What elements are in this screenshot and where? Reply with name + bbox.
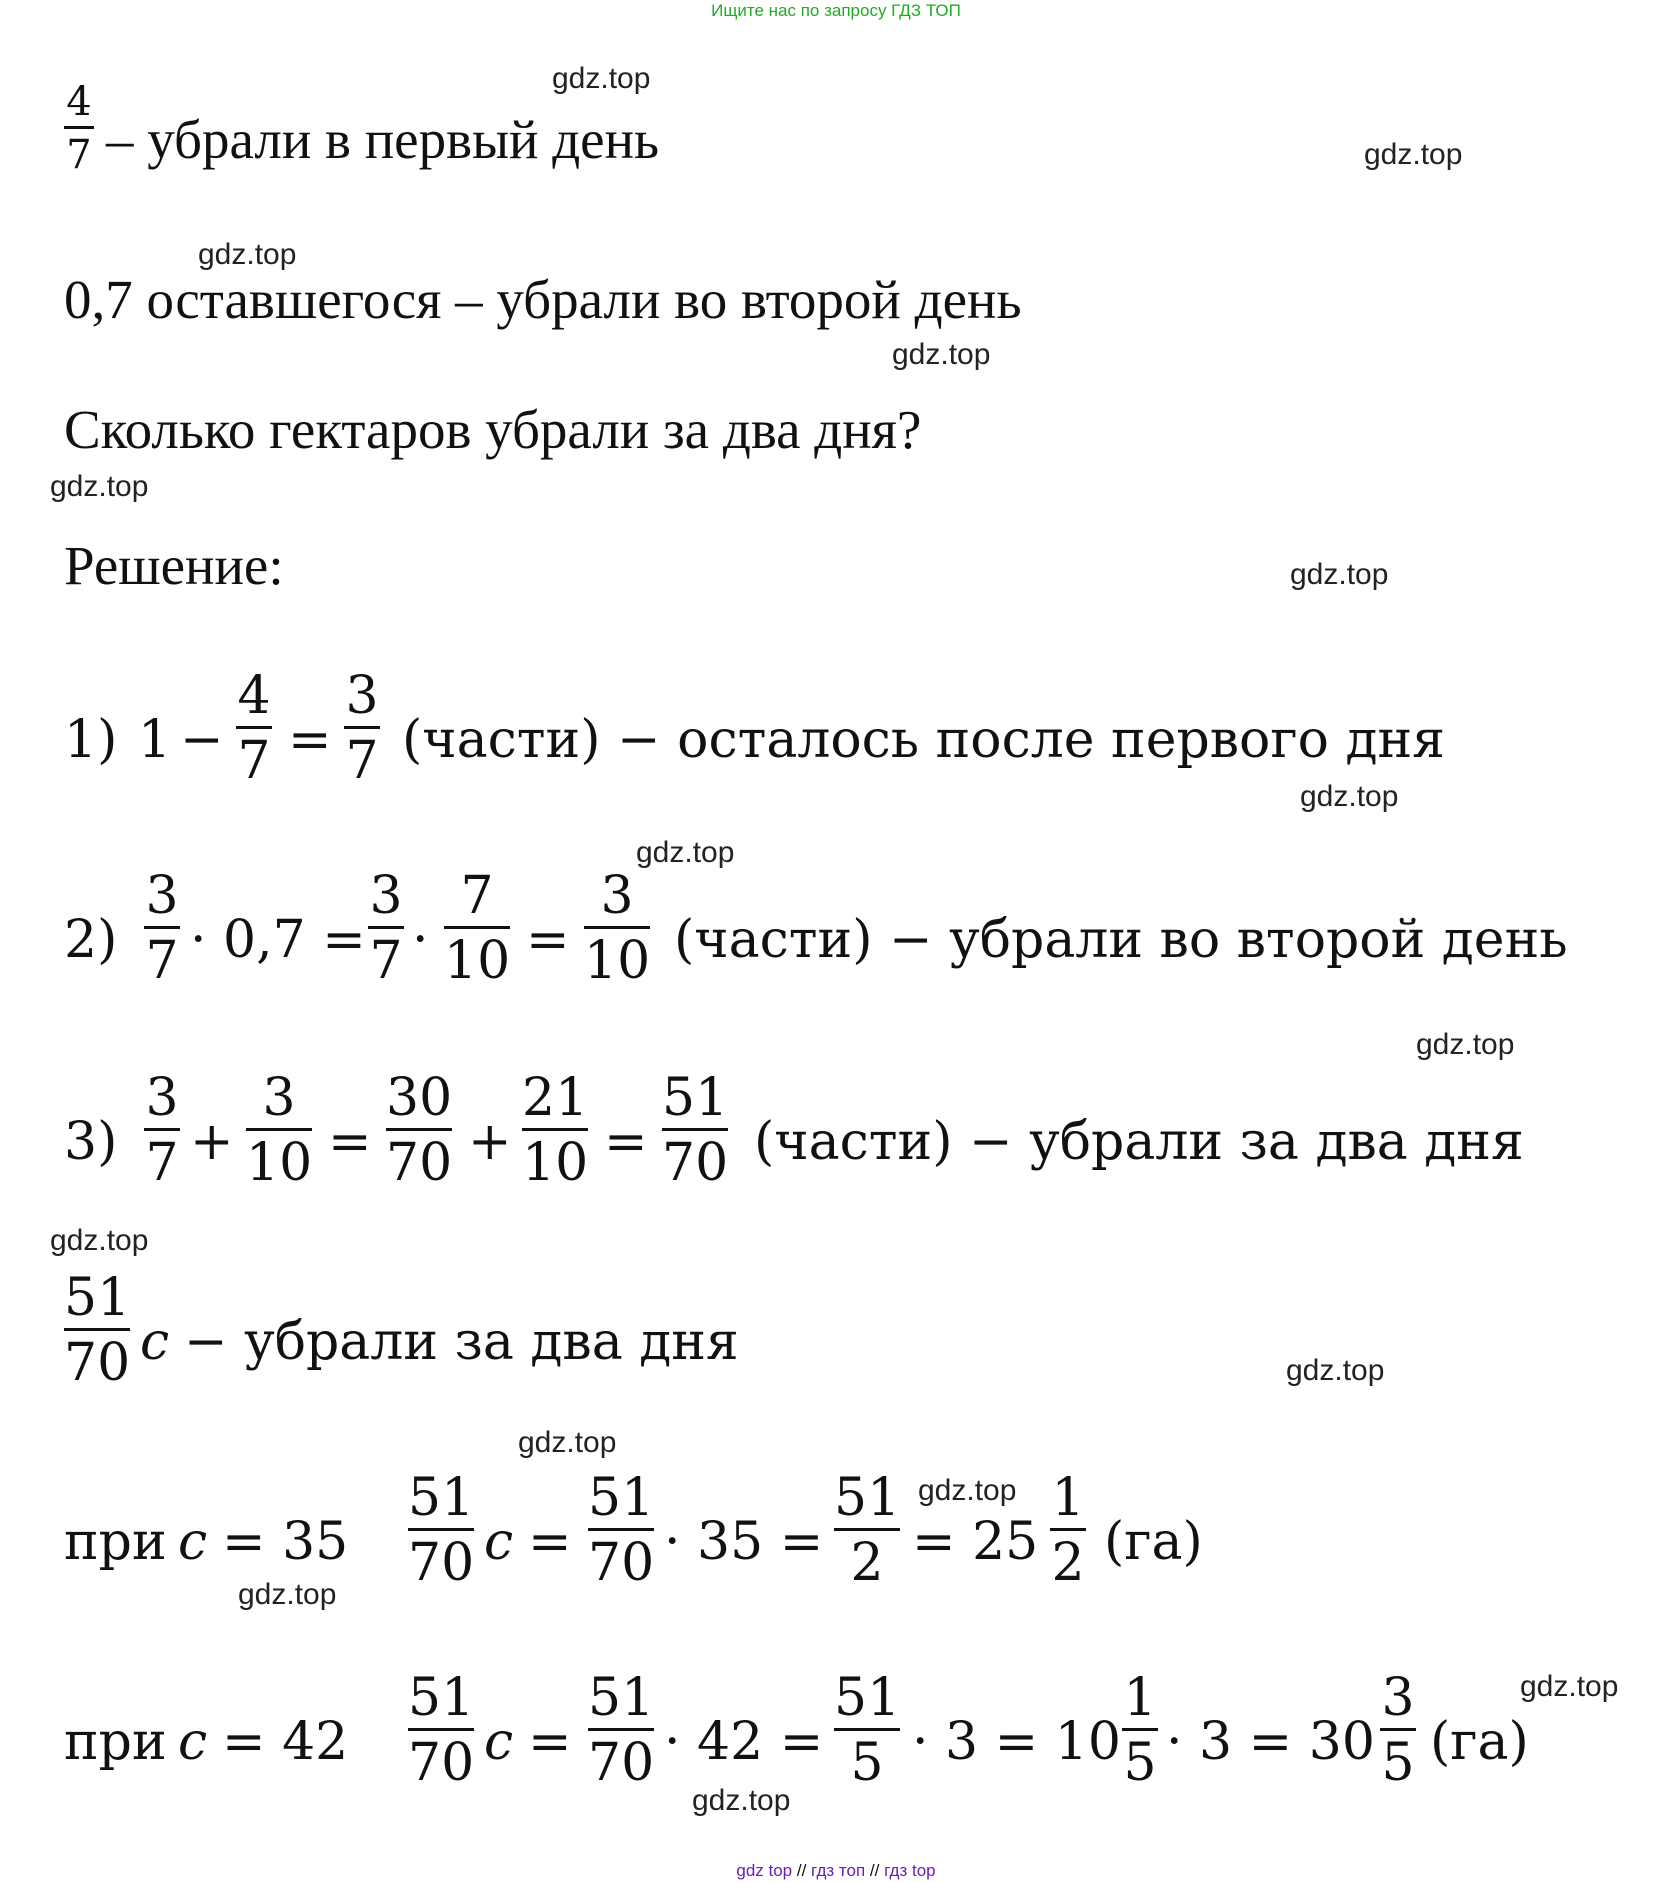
step-1-minus: − — [180, 710, 224, 770]
case-35-fraction-b: 51 70 — [588, 1468, 655, 1593]
watermark: gdz.top — [692, 1784, 791, 1817]
footer-link-2[interactable]: гдз топ — [811, 1861, 866, 1880]
step-1-fraction-a: 4 7 — [237, 666, 271, 791]
case-35-fraction-a: 51 70 — [408, 1468, 475, 1593]
step-1-one: 1 — [138, 710, 172, 770]
case-42-fraction-a: 51 70 — [408, 1668, 475, 1793]
watermark: gdz.top — [50, 470, 149, 503]
step-3-index: 3) — [64, 1112, 118, 1172]
step-2-fraction-c: 7 10 — [444, 866, 511, 991]
step-2-fraction-a: 3 7 — [145, 866, 179, 991]
watermark: gdz.top — [1290, 558, 1389, 591]
solution-label: Решение: — [64, 535, 284, 596]
case-35-fraction-c: 51 2 — [834, 1468, 901, 1593]
step-3-fraction-d: 21 10 — [522, 1068, 589, 1193]
case-35-fraction-d: 1 2 — [1051, 1468, 1085, 1593]
case-42-mid-2: · 3 = 30 — [1166, 1712, 1375, 1772]
step-3-equals-2: = — [604, 1112, 648, 1172]
footer-links — [0, 1862, 1672, 1879]
case-35-value: = 35 — [222, 1512, 349, 1572]
case-42-fraction-c: 51 5 — [834, 1668, 901, 1793]
case-42-mid: · 3 = 10 — [912, 1712, 1121, 1772]
step-3-fraction-a: 3 7 — [145, 1068, 179, 1193]
footer-separator: // — [796, 1861, 807, 1880]
given-line-1-text: – убрали в первый день — [106, 109, 660, 170]
case-35-equals-2: = 25 — [912, 1512, 1039, 1572]
watermark: gdz.top — [892, 338, 991, 371]
summary-fraction: 51 70 — [64, 1268, 131, 1393]
step-3-note: (части) − убрали за два дня — [754, 1112, 1524, 1172]
step-2-note: (части) − убрали во второй день — [674, 910, 1568, 970]
watermark: gdz.top — [518, 1426, 617, 1459]
watermark: gdz.top — [1286, 1354, 1385, 1387]
step-3-fraction-b: 3 10 — [246, 1068, 313, 1193]
fraction-4-7: 4 7 — [64, 82, 94, 175]
case-35-equals-1: = — [528, 1512, 572, 1572]
case-35-variable: c — [178, 1512, 208, 1572]
watermark: gdz.top — [50, 1224, 149, 1257]
top-banner: Ищите нас по запросу ГДЗ ТОП — [711, 1, 961, 20]
watermark: gdz.top — [238, 1578, 337, 1611]
footer-link-1[interactable]: gdz top — [736, 1861, 793, 1880]
watermark: gdz.top — [1364, 138, 1463, 171]
question: Сколько гектаров убрали за два дня? — [64, 399, 922, 460]
step-2-mid: · 0,7 = — [190, 910, 366, 970]
case-42-variable: c — [178, 1712, 208, 1772]
step-3-plus-1: + — [190, 1112, 234, 1172]
case-35-mul: · 35 = — [664, 1512, 824, 1572]
case-42-mul: · 42 = — [664, 1712, 824, 1772]
step-1-index: 1) — [64, 710, 118, 770]
case-35-unit: (га) — [1104, 1512, 1203, 1572]
step-1-note: (части) − осталось после первого дня — [402, 710, 1445, 770]
summary-variable: c — [140, 1312, 170, 1372]
step-3-fraction-e: 51 70 — [662, 1068, 729, 1193]
given-line-2: 0,7 оставшегося – убрали во второй день — [64, 269, 1022, 330]
step-3-plus-2: + — [468, 1112, 512, 1172]
watermark: gdz.top — [636, 836, 735, 869]
watermark: gdz.top — [198, 238, 297, 271]
case-35-label: при — [64, 1512, 167, 1572]
case-42-value: = 42 — [222, 1712, 349, 1772]
step-2-index: 2) — [64, 910, 118, 970]
step-3-fraction-c: 30 70 — [386, 1068, 453, 1193]
case-35-var-c: c — [484, 1512, 514, 1572]
watermark: gdz.top — [552, 62, 651, 95]
step-2-fraction-d: 3 10 — [584, 866, 651, 991]
step-2-dot: · — [412, 910, 429, 970]
watermark: gdz.top — [1520, 1670, 1619, 1703]
case-42-unit: (га) — [1430, 1712, 1529, 1772]
footer-separator: // — [869, 1861, 880, 1880]
case-42-fraction-b: 51 70 — [588, 1668, 655, 1793]
summary-text: − убрали за два дня — [184, 1312, 739, 1372]
watermark: gdz.top — [1300, 780, 1399, 813]
step-3-equals-1: = — [328, 1112, 372, 1172]
step-1-fraction-b: 3 7 — [345, 666, 379, 791]
watermark: gdz.top — [918, 1474, 1017, 1507]
step-1-equals: = — [288, 710, 332, 770]
case-42-equals-1: = — [528, 1712, 572, 1772]
step-2-fraction-b: 3 7 — [369, 866, 403, 991]
case-42-fraction-e: 3 5 — [1381, 1668, 1415, 1793]
watermark: gdz.top — [1416, 1028, 1515, 1061]
footer-link-3[interactable]: гдз top — [884, 1861, 936, 1880]
step-2-equals: = — [526, 910, 570, 970]
case-42-label: при — [64, 1712, 167, 1772]
case-42-var-c: c — [484, 1712, 514, 1772]
case-42-fraction-d: 1 5 — [1123, 1668, 1157, 1793]
